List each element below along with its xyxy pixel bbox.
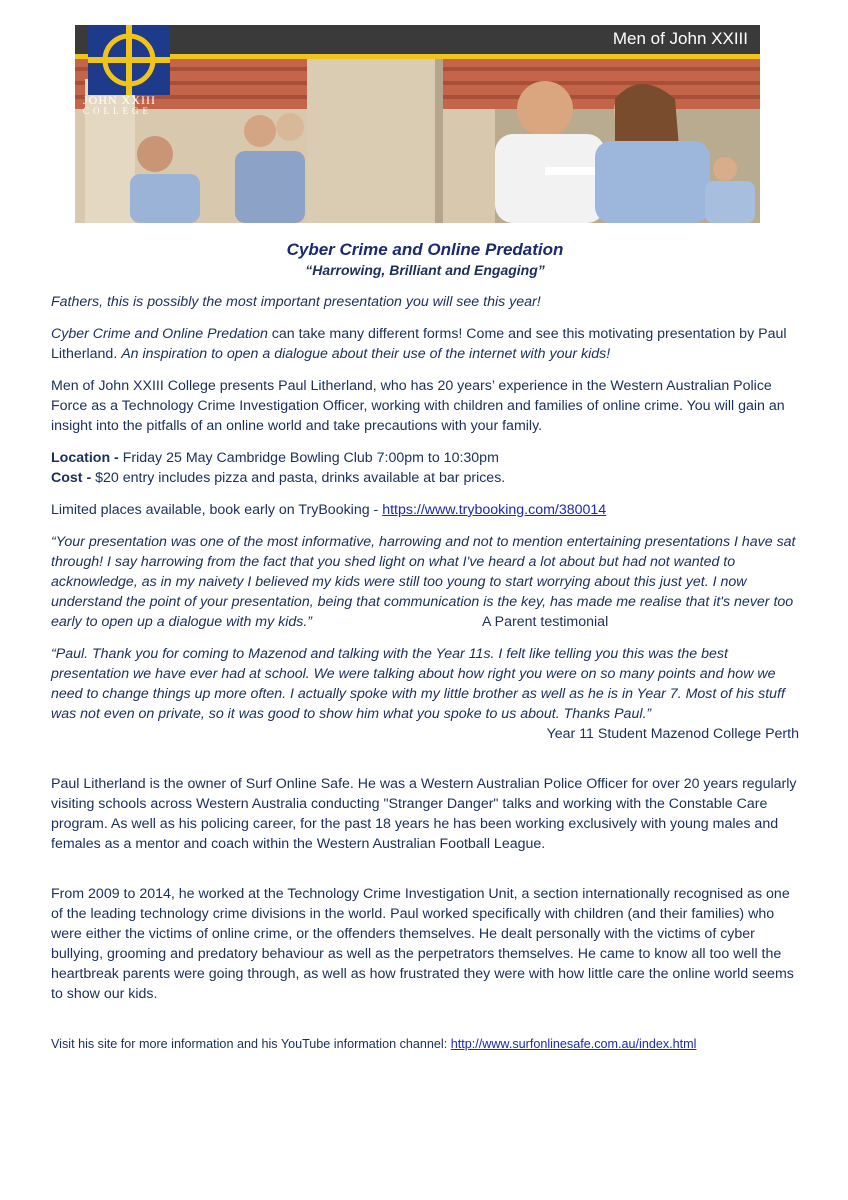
event-title: Cyber Crime and Online Predation bbox=[286, 240, 564, 259]
presenter-paragraph: Men of John XXIII College presents Paul Litherland, who has 20 years’ experience in the Western Australian Police Force as a Technology Crime Investigation Officer, working with children and families of online crime. You will gain an insight into the pitfalls of an online world and take precautions with your family. bbox=[51, 378, 785, 434]
testimonial-attribution: A Parent testimonial bbox=[482, 614, 609, 630]
college-wordmark bbox=[83, 95, 183, 117]
description-text: can take many different forms! Come and see this motivating presentation by Paul Litherland. bbox=[51, 326, 787, 362]
header-banner bbox=[75, 25, 760, 223]
college-sub-text: COLLEGE bbox=[83, 106, 152, 116]
description-italic-tail: An inspiration to open a dialogue about their use of the internet with your kids! bbox=[121, 346, 611, 362]
booking-line bbox=[51, 500, 799, 520]
cost-line bbox=[51, 468, 799, 488]
location-label: Location - bbox=[51, 450, 123, 466]
location-line bbox=[51, 448, 799, 468]
testimonial-quote: “Your presentation was one of the most informative, harrowing and not to mention entertaining presentations I have sat through! I say harrowing from the fact that you shed light on what I've heard a lot about but had not wanted to acknowledge, as in my naivety I believed my kids were still too young to start worrying about this just yet. I now understand the point of your presentation, being that communication is the key, has made me realise that it's never too early to open up a dialogue with my kids.” bbox=[51, 534, 796, 630]
cost-value: $20 entry includes pizza and pasta, drinks available at bar prices. bbox=[95, 470, 506, 486]
trybooking-link[interactable]: https://www.trybooking.com/380014 bbox=[382, 502, 607, 518]
cross-emblem-icon bbox=[88, 25, 170, 95]
banner-title: Men of John XXIII bbox=[612, 29, 748, 48]
student-attribution: Year 11 Student Mazenod College Perth bbox=[546, 726, 799, 742]
cost-label: Cost - bbox=[51, 470, 96, 486]
intro-paragraph: Fathers, this is possibly the most important presentation you will see this year! bbox=[51, 294, 541, 310]
description-paragraph bbox=[51, 324, 799, 364]
parent-testimonial bbox=[51, 532, 799, 632]
visit-text: Visit his site for more information and his YouTube information channel: bbox=[51, 1037, 451, 1051]
event-tagline: “Harrowing, Brilliant and Engaging” bbox=[305, 262, 545, 278]
visit-line bbox=[51, 1034, 799, 1054]
college-logo bbox=[88, 25, 170, 95]
banner-top-bar bbox=[75, 25, 760, 59]
bio-paragraph-2: From 2009 to 2014, he worked at the Technology Crime Investigation Unit, a section internationally recognised as one of the leading technology crime divisions in the world. Paul worked specifically with children (and their families) who were either the victims of online crime, or the offenders themselves. He dealt personally with the victims of cyber bullying, grooming and predatory behaviour as well as the perpetrators themselves. He came to know all too well the heartbreak parents were going through, as well as how frustrated they were with how little care the online world seems to show our kids. bbox=[51, 886, 794, 1002]
bio-paragraph-1: Paul Litherland is the owner of Surf Online Safe. He was a Western Australian Police Officer for over 20 years regularly visiting schools across Western Australia conducting "Stranger Danger" talks and working with the Constable Care program. As well as his policing career, for the past 18 years he has been working exclusively with young males and females as a mentor and coach within the Western Australian Football League. bbox=[51, 776, 797, 852]
student-testimonial: “Paul. Thank you for coming to Mazenod and talking with the Year 11s. I felt like telling you this was the best presentation we have ever had at school. We were talking about how right you were on so many points and how we need to change things up more often. I actually spoke with my little brother as well as he is in Year 7. Most of his stuff was not even on private, so it was good to show him what you spoke to us about. Thanks Paul.” bbox=[51, 646, 785, 722]
college-name-text: JOHN XXIII bbox=[83, 93, 156, 107]
booking-text: Limited places available, book early on TryBooking - bbox=[51, 502, 383, 518]
document-body bbox=[51, 240, 799, 1054]
surfonlinesafe-link[interactable]: http://www.surfonlinesafe.com.au/index.html bbox=[450, 1037, 697, 1051]
description-italic-title: Cyber Crime and Online Predation bbox=[51, 326, 268, 342]
location-value: Friday 25 May Cambridge Bowling Club 7:00pm to 10:30pm bbox=[122, 450, 499, 466]
banner-photo bbox=[75, 59, 760, 223]
